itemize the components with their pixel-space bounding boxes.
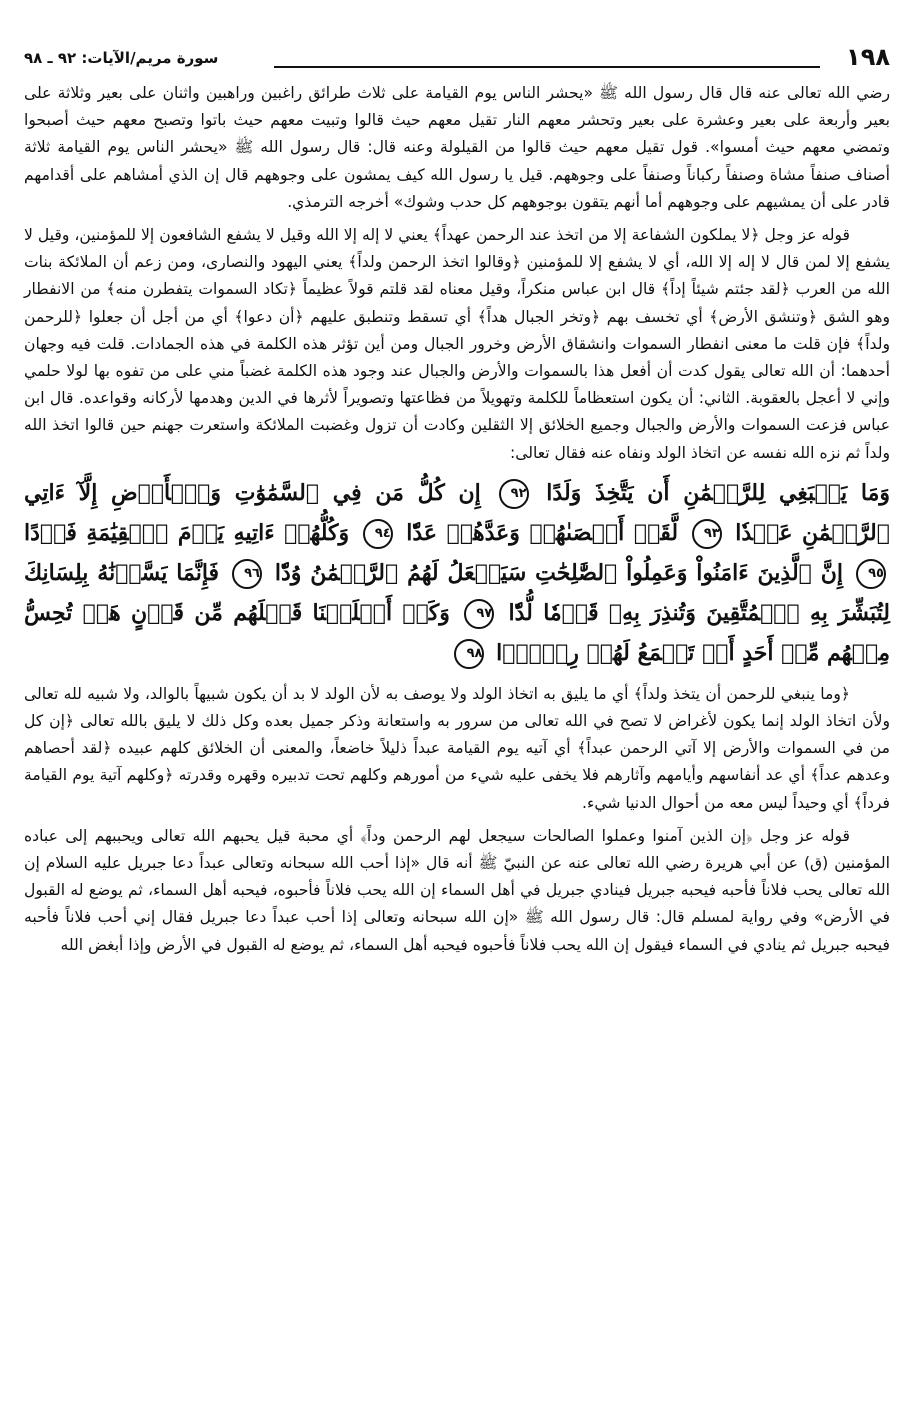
verse-text: لَّقَدۡ أَحۡصَىٰهُمۡ وَعَدَّهُمۡ عَدّٗا — [406, 519, 679, 546]
verse-number: ٩٨ — [454, 639, 484, 669]
verse-text: إِنَّ ٱلَّذِينَ ءَامَنُواْ وَعَمِلُواْ ٱلصَّٰلِحَٰتِ سَيَجۡعَلُ لَهُمُ ٱلرَّحۡمَٰنُ وُدّٗا — [274, 559, 844, 586]
quran-verses — [24, 473, 890, 673]
verse-number: ٩٣ — [692, 519, 722, 549]
verse-number: ٩٢ — [499, 479, 529, 509]
verse-number: ٩٥ — [856, 559, 886, 589]
page-number: ١٩٨ — [846, 43, 890, 71]
page-header — [24, 40, 890, 80]
verse-number: ٩٧ — [464, 599, 494, 629]
commentary-paragraph: قوله عز وجل ﴿لا يملكون الشفاعة إلا من اتخذ عند الرحمن عهداً﴾ يعني لا إله إلا الله وقيل لا يشفع الشافعون إلا للمؤمنين، وقيل لا يشفع إلا لمن قال لا إله إلا الله، أي لا يشفع إلا للمؤمنين ﴿وقالوا اتخذ الرحمن ولداً﴾ يعني اليهود والنصارى، ومن زعم أن الملائكة بنات الله من العرب ﴿لقد جئتم شيئاً إداً﴾ قال ابن عباس منكراً، وقيل معناه لقد قلتم قولاً عظيماً ﴿تكاد السموات يتفطرن منه﴾ من الانفطار وهو الشق ﴿وتنشق الأرض﴾ أي تخسف بهم ﴿وتخر الجبال هداً﴾ أي تسقط وتنطبق عليهم ﴿أن دعوا﴾ أي من أجل أن جعلوا ﴿للرحمن ولداً﴾ فإن قلت ما معنى انفطار السموات وانشقاق الأرض وخرور الجبال ومن أين تؤثر هذه الكلمة في هذه الجمادات. قلت فيه وجهان أحدهما: أن الله تعالى يقول كدت أن أفعل هذا بالسموات والأرض والجبال عند وجود هذه الكلمة غضباً مني على من تفوه بها لولا حلمي وإني لا أعجل بالعقوبة. الثاني: أن يكون استعظاماً للكلمة وتهويلاً من فظاعتها وتصويراً لأثرها في الدين وهدمها لأركانه وقواعده. قال ابن عباس فزعت السموات والأرض والجبال وجميع الخلائق إلا الثقلين وكادت أن تزول وغضبت الملائكة واستعرت جهنم حين قالوا اتخذ الله ولداً ثم نزه الله نفسه عن اتخاذ الولد ونفاه عنه فقال تعالى: — [24, 226, 890, 462]
surah-title: سورة مريم/الآيات: ٩٢ ـ ٩٨ — [24, 49, 219, 67]
verse-text: وَمَا يَنۢبَغِي لِلرَّحۡمَٰنِ أَن يَتَّخِذَ وَلَدًا — [546, 479, 890, 506]
verse-text: وَكَمۡ أَهۡلَكۡنَا قَبۡلَهُم مِّن قَرۡنٍ هَلۡ تُحِسُّ مِنۡهُم مِّنۡ أَحَدٍ أَوۡ تَسۡمَعُ لَهُمۡ رِكۡزَۢا — [24, 599, 890, 666]
tafsir-paragraph: قوله عز وجل ﴿إن الذين آمنوا وعملوا الصالحات سيجعل لهم الرحمن وداً﴾ أي محبة قيل يحبهم الله تعالى ويحببهم إلى عباده المؤمنين (ق) عن أبي هريرة رضي الله تعالى عنه عن النبيّ ﷺ أنه قال «إذا أحب الله سبحانه وتعالى عبداً دعا جبريل عليه السلام إن الله تعالى يحب فلاناً فأحبه فيحبه جبريل فينادي جبريل في أهل السماء إن الله يحب فلاناً فأحبوه، فيحبه أهل السماء، ثم يوضع له القبول في الأرض» وفي رواية لمسلم قال: قال رسول الله ﷺ «إن الله سبحانه وتعالى إذا أحب عبداً دعا جبريل فقال إني أحب فلاناً فأحبه فيحبه جبريل ثم ينادي في السماء فيقول إن الله يحب فلاناً فأحبوه فيحبه أهل السماء، ثم يوضع له القبول في الأرض وإذا أبغض الله — [24, 826, 890, 954]
tafsir-paragraph: ﴿وما ينبغي للرحمن أن يتخذ ولداً﴾ أي ما يليق به اتخاذ الولد ولا يوصف به لأن الولد لا بد أن يكون شبيهاً بالوالد، ولا شبيه لله تعالى ولأن اتخاذ الولد إنما يكون لأغراض لا تصح في الله تعالى من سرور به واستعانة وذكر جميل بعده وكل ذلك لا يليق بالله تعالى ﴿إن كل من في السموات والأرض إلا آتي الرحمن عبداً﴾ أي آتيه يوم القيامة عبداً ذليلاً خاضعاً، والمعنى أن الخلائق كلهم عبيده ﴿لقد أحصاهم وعدهم عداً﴾ أي عد أنفاسهم وأيامهم وآثارهم فلا يخفى عليه شيء من أمورهم وكلهم تحت تدبيره وقهره وقدرته ﴿وكلهم آتية يوم القيامة فرداً﴾ أي وحيداً ليس معه من أحوال الدنيا شيء. — [24, 684, 890, 812]
verse-text: فَإِنَّمَا يَسَّرۡنَٰهُ بِلِسَانِكَ لِتُبَشِّرَ بِهِ ٱلۡمُتَّقِينَ وَتُنذِرَ بِهِۦ قَوۡمٗا لُّدّٗا — [24, 559, 890, 626]
verse-number: ٩٤ — [363, 519, 393, 549]
header-rule — [274, 66, 820, 68]
document-page — [24, 40, 890, 965]
verse-text: إِن كُلُّ مَن فِي ٱلسَّمَٰوَٰتِ وَٱلۡأَرۡضِ إِلَّآ ءَاتِي ٱلرَّحۡمَٰنِ عَبۡدٗا — [24, 479, 890, 546]
hadith-paragraph: رضي الله تعالى عنه قال قال رسول الله ﷺ «يحشر الناس يوم القيامة على ثلاث طرائق راغبين وراهبين واثنان على بعير وثلاثة على بعير وأربعة على بعير وعشرة على بعير وتحشر معهم النار تقيل معهم حيث قالوا وتبيت معهم حيث باتوا وتصبح معهم حيث أصبحوا وتمضي معهم حيث أمسوا». قول تقيل معهم حيث قالوا من القيلولة وعنه قال: قال رسول الله ﷺ «يحشر الناس يوم القيامة ثلاثة أصناف صنفاً مشاة وصنفاً ركباناً وصنفاً على وجوههم. قيل يا رسول الله كيف يمشون على وجوههم قال إن الذي أمشاهم على أقدامهم قادر على أن يمشيهم على وجوههم أما أنهم يتقون بوجوههم كل حدب وشوك» أخرجه الترمذي. — [24, 84, 890, 211]
verse-number: ٩٦ — [232, 559, 262, 589]
verse-text: وَكُلُّهُمۡ ءَاتِيهِ يَوۡمَ ٱلۡقِيَٰمَةِ فَرۡدًا — [24, 519, 350, 546]
